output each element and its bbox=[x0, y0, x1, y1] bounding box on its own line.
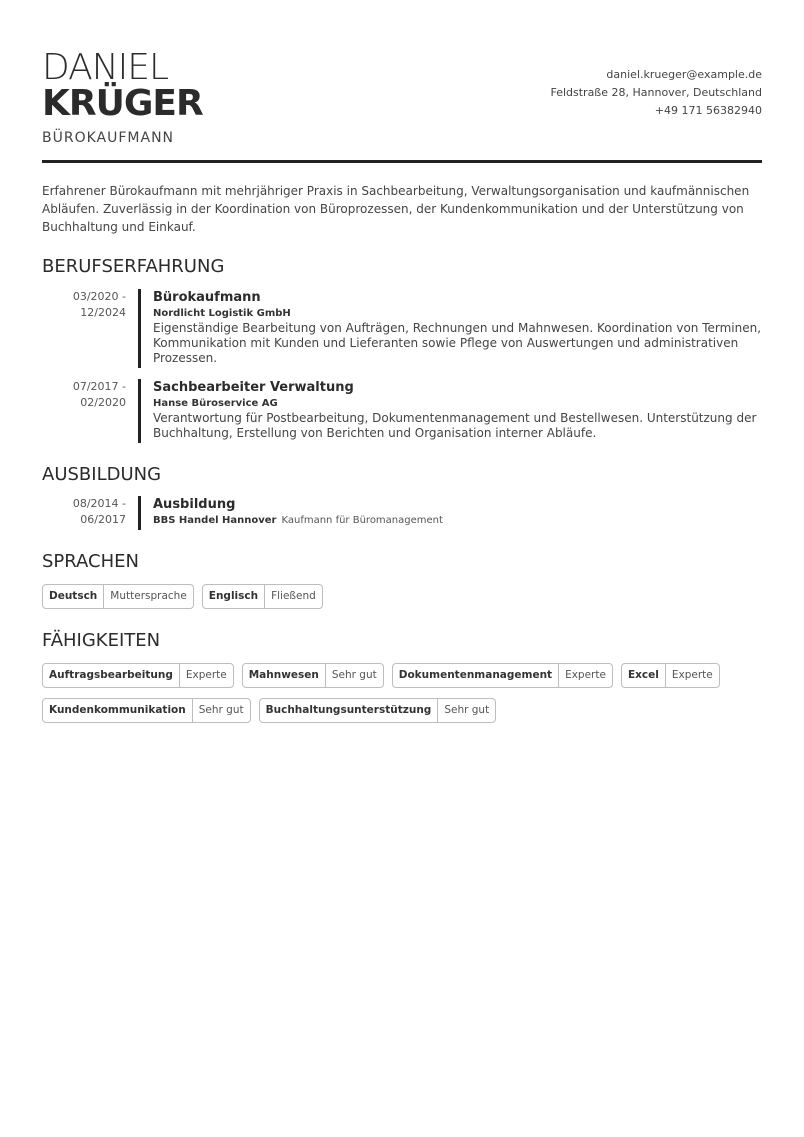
entry-date-from: 07/2017 - bbox=[72, 380, 126, 393]
skill-tag bbox=[392, 663, 613, 688]
entry-timeline-bar bbox=[138, 289, 141, 368]
language-tags bbox=[42, 584, 323, 609]
header-divider bbox=[42, 160, 762, 163]
tag-level: Experte bbox=[565, 669, 606, 681]
tag-name: Auftragsbearbeitung bbox=[43, 664, 180, 687]
resume-page bbox=[42, 0, 762, 716]
skill-tag bbox=[42, 698, 251, 723]
job-title: BÜROKAUFMANN bbox=[42, 130, 175, 146]
tag-name: Buchhaltungsunterstützung bbox=[260, 699, 439, 722]
section-title-skills: FÄHIGKEITEN bbox=[42, 630, 161, 651]
tag-level: Sehr gut bbox=[198, 704, 244, 716]
section-title-languages: SPRACHEN bbox=[42, 551, 139, 572]
tag-name: Kundenkommunikation bbox=[43, 699, 193, 722]
language-tag bbox=[42, 584, 194, 609]
profile-summary: Erfahrener Bürokaufmann mit mehrjähriger Praxis in Sachbearbeitung, Verwaltungsorganisation und kaufmännischen Abläufen. Zuverlässig in der Koordination von Büroprozessen, der Kundenkommunikation und der Unterstützung von Buchhaltung und Einkauf. bbox=[42, 184, 750, 234]
entry-degree: Kaufmann für Büromanagement bbox=[281, 515, 443, 526]
skill-tag bbox=[242, 663, 384, 688]
entry-date bbox=[42, 496, 126, 528]
entry-date-to: 12/2024 bbox=[80, 306, 126, 319]
contact-address: Feldstraße 28, Hannover, Deutschland bbox=[550, 86, 762, 99]
tag-level: Fließend bbox=[271, 590, 316, 602]
tag-level: Experte bbox=[671, 669, 713, 681]
resume-header bbox=[42, 0, 762, 164]
skill-tags-row-2 bbox=[42, 698, 496, 723]
tag-level: Sehr gut bbox=[444, 704, 490, 716]
entry-organization: Hanse Büroservice AG bbox=[153, 398, 278, 409]
tag-level: Sehr gut bbox=[331, 669, 377, 681]
tag-name: Mahnwesen bbox=[243, 664, 326, 687]
contact-email[interactable]: daniel.krueger@example.de bbox=[606, 68, 762, 81]
entry-body bbox=[153, 379, 762, 441]
entry-date-from: 03/2020 - bbox=[72, 290, 126, 303]
section-title-education: AUSBILDUNG bbox=[42, 464, 162, 485]
entry-date bbox=[42, 289, 126, 321]
skill-tag bbox=[42, 663, 234, 688]
tag-name: Deutsch bbox=[43, 585, 104, 608]
tag-level: Experte bbox=[185, 669, 227, 681]
entry-timeline-bar bbox=[138, 379, 141, 443]
entry-timeline-bar bbox=[138, 496, 141, 530]
entry-body bbox=[153, 289, 762, 366]
entry-organization: Nordlicht Logistik GmbH bbox=[153, 308, 291, 319]
tag-name: Englisch bbox=[203, 585, 265, 608]
skill-tag bbox=[259, 698, 497, 723]
language-tag bbox=[202, 584, 323, 609]
entry-title: Sachbearbeiter Verwaltung bbox=[153, 380, 354, 395]
entry-date bbox=[42, 379, 126, 411]
tag-name: Excel bbox=[622, 664, 666, 687]
entry-title: Ausbildung bbox=[153, 497, 236, 512]
first-name: DANIEL bbox=[42, 47, 169, 88]
entry-title: Bürokaufmann bbox=[153, 290, 261, 305]
entry-description: Eigenständige Bearbeitung von Aufträgen, Rechnungen und Mahnwesen. Koordination von Terminen, Kommunikation mit Kunden und Lieferanten sowie Pflege von Auswertungen und administrativen Prozessen. bbox=[153, 321, 762, 365]
entry-body bbox=[153, 496, 762, 528]
last-name: KRÜGER bbox=[42, 83, 203, 124]
contact-phone[interactable]: +49 171 56382940 bbox=[654, 104, 762, 117]
entry-date-to: 02/2020 bbox=[80, 396, 126, 409]
skill-tag bbox=[621, 663, 720, 688]
contact-block bbox=[550, 66, 762, 120]
tag-name: Dokumentenmanagement bbox=[393, 664, 559, 687]
entry-date-to: 06/2017 bbox=[80, 513, 126, 526]
entry-description: Verantwortung für Postbearbeitung, Dokumentenmanagement und Bestellwesen. Unterstützung der Buchhaltung, Erstellung von Berichten und Organisation interner Abläufe. bbox=[153, 411, 757, 440]
entry-school: BBS Handel Hannover bbox=[153, 515, 277, 526]
entry-date-from: 08/2014 - bbox=[72, 497, 126, 510]
skill-tags-row-1 bbox=[42, 663, 720, 688]
tag-level: Muttersprache bbox=[110, 590, 187, 602]
entry-organization bbox=[153, 514, 762, 528]
section-title-experience: BERUFSERFAHRUNG bbox=[42, 256, 225, 277]
